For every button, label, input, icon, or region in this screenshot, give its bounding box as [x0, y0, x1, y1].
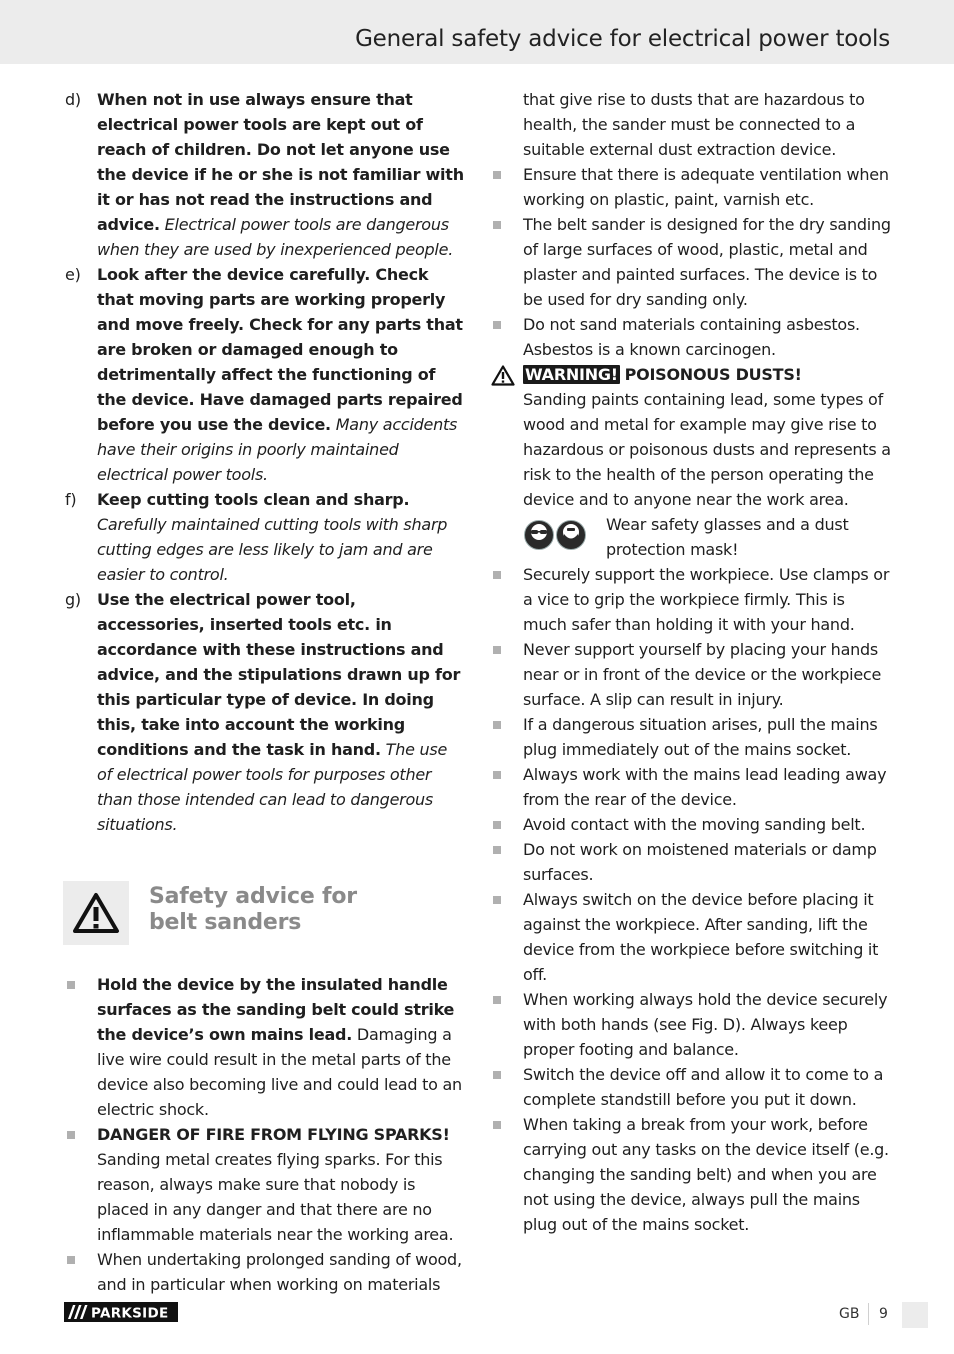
warning-icon-box: [63, 881, 129, 945]
bullet-text: When undertaking prolonged sanding of wood, and in particular when working on materials: [97, 1250, 462, 1294]
footer-divider: [868, 1303, 869, 1325]
safety-glasses-mask-icon: [523, 519, 587, 551]
bullet-item: [489, 762, 891, 812]
bullet-square-icon: [67, 981, 75, 989]
item-bold-text: When not in use always ensure that electrical power tools are kept out of reach of children. Do not let anyone use the device if he or she is not familiar with it or has not read the instructions and advice.: [97, 90, 464, 234]
warning-triangle-icon: [491, 365, 515, 386]
item-italic-text: The use of electrical power tools for purposes other than those intended can lead to dangerous situations.: [97, 740, 448, 834]
bullet-text: Ensure that there is adequate ventilation when working on plastic, paint, varnish etc.: [523, 165, 889, 209]
left-column: [63, 87, 465, 1297]
bullet-square-icon: [493, 896, 501, 904]
page-title: General safety advice for electrical power tools: [355, 26, 890, 52]
bullet-item: [489, 837, 891, 887]
warning-badge: WARNING!: [525, 365, 618, 384]
bullet-square-icon: [493, 996, 501, 1004]
item-bold-text: Keep cutting tools clean and sharp.: [97, 490, 410, 509]
bullet-item: [489, 562, 891, 637]
bullet-text: Securely support the workpiece. Use clamps or a vice to grip the workpiece firmly. This is much safer than holding it with your hand.: [523, 565, 890, 634]
bullet-text: Always switch on the device before placing it against the workpiece. After sanding, lift the device from the workpiece before switching it off.: [523, 890, 879, 984]
bullet-item: [489, 1062, 891, 1112]
bullet-square-icon: [493, 821, 501, 829]
bullet-square-icon: [493, 221, 501, 229]
continuation-text: [489, 87, 891, 162]
bullet-text: When working always hold the device securely with both hands (see Fig. D). Always keep proper footing and balance.: [523, 990, 888, 1059]
page-number: 9: [879, 1306, 888, 1322]
bullet-bold-text: Hold the device by the insulated handle surfaces as the sanding belt could strike the device’s own mains lead.: [97, 975, 455, 1044]
right-column: [489, 87, 891, 1237]
bullet-text: Sanding metal creates flying sparks. For this reason, always make sure that nobody is placed in any danger and that there are no inflammable materials near the working area.: [97, 1150, 454, 1244]
bullet-item: [489, 212, 891, 312]
list-item: [63, 262, 465, 487]
section-heading: [63, 881, 465, 947]
list-item: [63, 587, 465, 837]
list-marker: d): [65, 90, 81, 109]
bullet-item: [63, 1122, 465, 1247]
bullet-square-icon: [67, 1131, 75, 1139]
bullet-item: [489, 887, 891, 987]
bullet-square-icon: [493, 646, 501, 654]
section-title-line: belt sanders: [149, 910, 302, 935]
bullet-square-icon: [67, 1256, 75, 1264]
bullet-square-icon: [493, 571, 501, 579]
language-code: GB: [839, 1306, 860, 1322]
warning-triangle-icon: [63, 881, 129, 945]
bullet-item: [489, 1112, 891, 1237]
warning-title: POISONOUS DUSTS!: [624, 365, 802, 384]
warning-block: [489, 362, 891, 512]
list-item: [63, 487, 465, 587]
list-marker: e): [65, 265, 81, 284]
item-italic-text: Electrical power tools are dangerous when they are used by inexperienced people.: [97, 215, 454, 259]
bullet-text: When taking a break from your work, before carrying out any tasks on the device itself (e.g. changing the sanding belt) and when you are not using the device, always pull the mains plug out of the mains socket.: [523, 1115, 889, 1234]
bullet-item: [489, 987, 891, 1062]
item-italic-text: Many accidents have their origins in poorly maintained electrical power tools.: [97, 415, 458, 484]
bullet-item: [489, 812, 891, 837]
bullet-item: [63, 972, 465, 1122]
bullet-text: Switch the device off and allow it to come to a complete standstill before you put it down.: [523, 1065, 884, 1109]
bullet-square-icon: [493, 771, 501, 779]
bullet-item: [63, 1247, 465, 1297]
bullet-text: Avoid contact with the moving sanding belt.: [523, 815, 866, 834]
page-header: [0, 0, 954, 64]
bullet-item: [489, 312, 891, 362]
bullet-square-icon: [493, 321, 501, 329]
item-bold-text: Look after the device carefully. Check that moving parts are working properly and move freely. Check for any parts that are broken or damaged enough to detrimentally affect the functioning of the device. Have damaged parts repaired before you use the device.: [97, 265, 463, 434]
bullet-text: If a dangerous situation arises, pull the mains plug immediately out of the mains socket.: [523, 715, 878, 759]
item-bold-text: Use the electrical power tool, accessories, inserted tools etc. in accordance with these instructions and advice, and the stipulations drawn up for this particular type of device. In doing this, take into account the working conditions and the task in hand.: [97, 590, 461, 759]
bullet-text: Damaging a live wire could result in the metal parts of the device also becoming live and could lead to an electric shock.: [97, 1025, 462, 1119]
footer-tab: [902, 1302, 928, 1328]
bullet-square-icon: [493, 1071, 501, 1079]
section-title: [149, 884, 357, 936]
bullet-square-icon: [493, 1121, 501, 1129]
bullet-bold-text: DANGER OF FIRE FROM FLYING SPARKS!: [97, 1125, 450, 1144]
bullet-square-icon: [493, 721, 501, 729]
item-italic-text: Carefully maintained cutting tools with sharp cutting edges are less likely to jam and are easier to control.: [97, 515, 448, 584]
bullet-text: Never support yourself by placing your hands near or in front of the device or the workpiece surface. A slip can result in injury.: [523, 640, 882, 709]
warning-text: Sanding paints containing lead, some types of wood and metal for example may give rise to hazardous or poisonous dusts and represents a risk to the health of the person operating the device and to anyone near the work area.: [523, 390, 891, 509]
bullet-text: Do not work on moistened materials or damp surfaces.: [523, 840, 877, 884]
list-marker: g): [65, 590, 81, 609]
brand-name: PARKSIDE: [91, 1305, 169, 1322]
bullet-text: Always work with the mains lead leading away from the rear of the device.: [523, 765, 887, 809]
bullet-square-icon: [493, 171, 501, 179]
bullet-text: The belt sander is designed for the dry sanding of large surfaces of wood, plastic, metal and plaster and painted surfaces. The device is to be used for dry sanding only.: [523, 215, 891, 309]
bullet-item: [489, 162, 891, 212]
ppe-text: Wear safety glasses and a dust protection mask!: [606, 515, 849, 559]
bullet-text: that give rise to dusts that are hazardous to health, the sander must be connected to a suitable external dust extraction device.: [523, 90, 865, 159]
bullet-item: [489, 712, 891, 762]
section-title-line: Safety advice for: [149, 884, 357, 909]
list-item: [63, 87, 465, 262]
bullet-square-icon: [493, 846, 501, 854]
bullet-text: Do not sand materials containing asbestos. Asbestos is a known carcinogen.: [523, 315, 860, 359]
bullet-item: [489, 637, 891, 712]
list-marker: f): [65, 490, 77, 509]
ppe-notice: [489, 512, 891, 562]
parkside-logo: [64, 1302, 178, 1322]
